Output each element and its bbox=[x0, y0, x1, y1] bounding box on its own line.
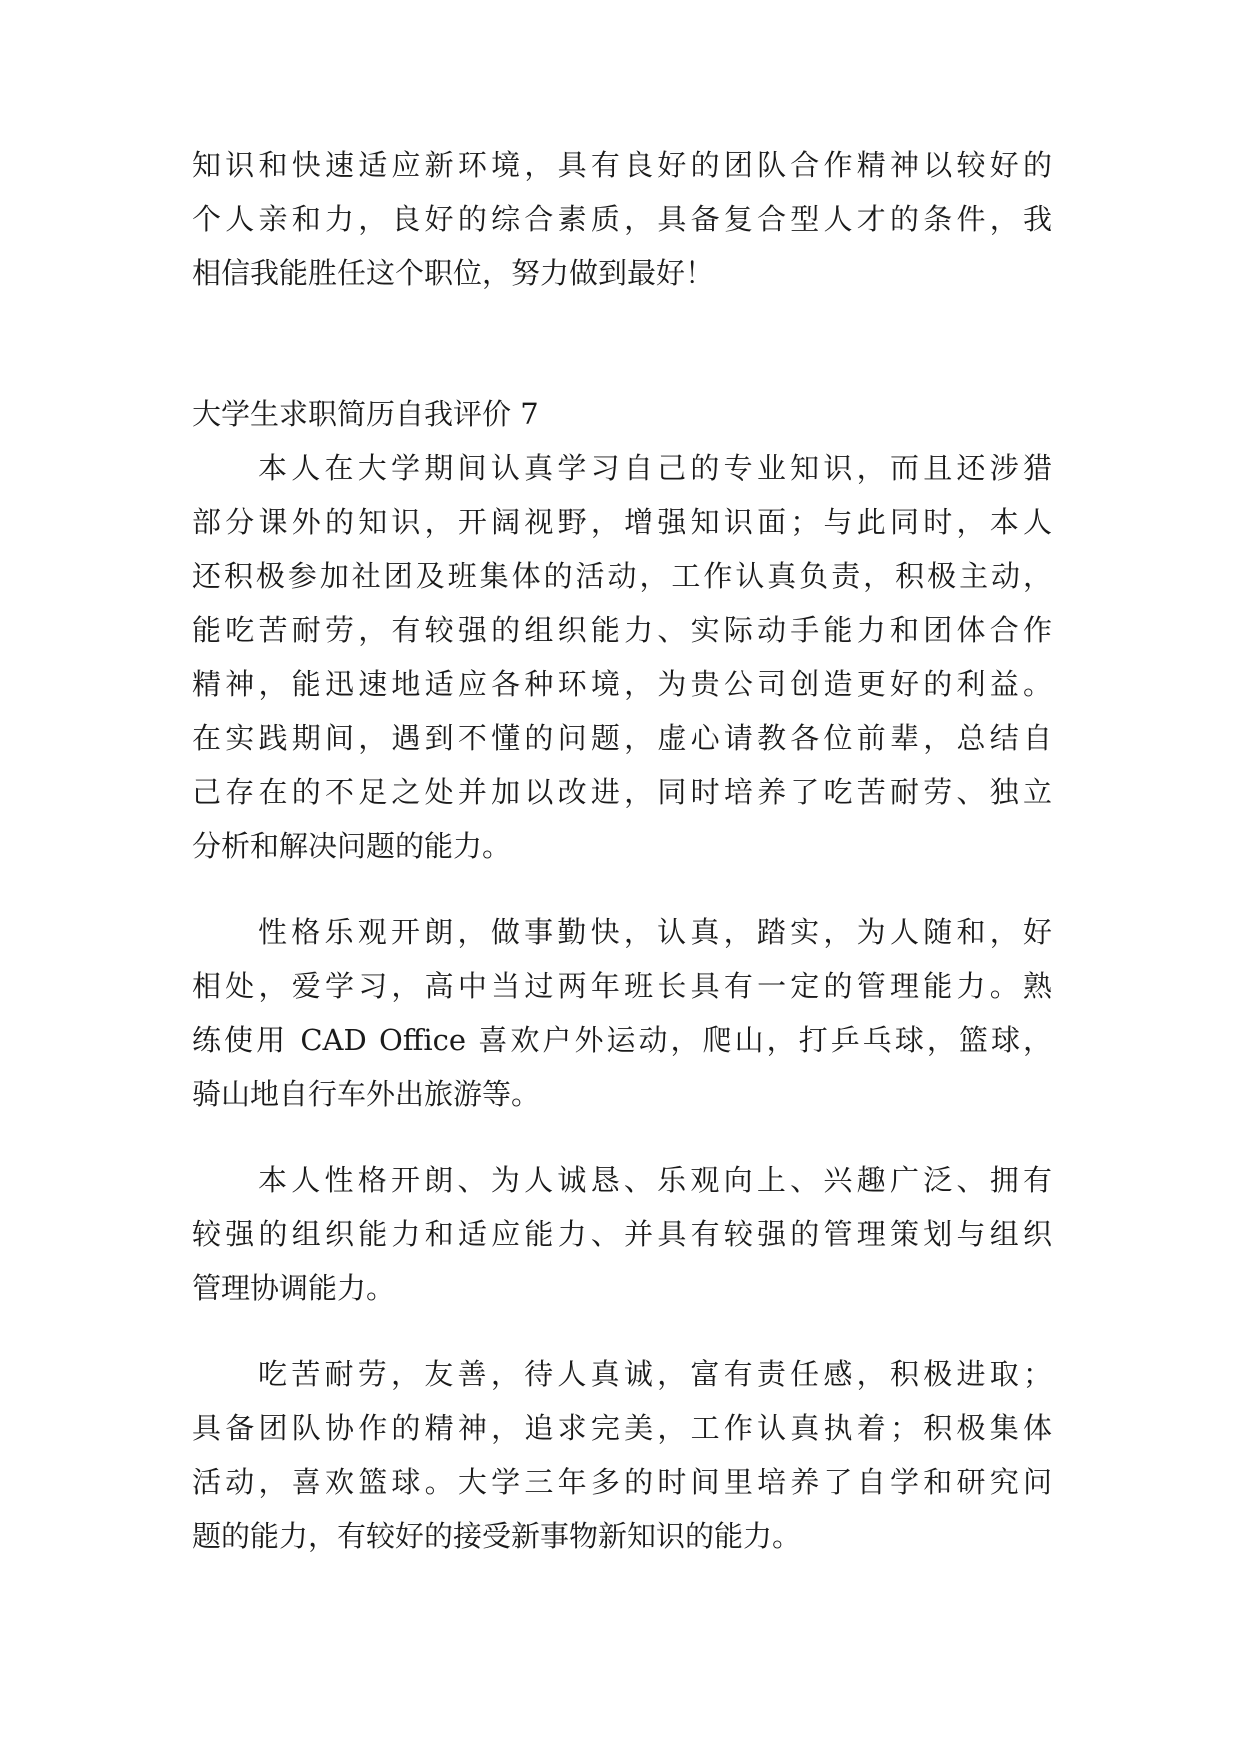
p4-line-3: 活动，喜欢篮球。大学三年多的时间里培养了自学和研究问 bbox=[192, 1465, 1052, 1499]
p1-line-4: 能吃苦耐劳，有较强的组织能力、实际动手能力和团体合作 bbox=[192, 613, 1052, 647]
p3-line-2: 较强的组织能力和适应能力、并具有较强的管理策划与组织 bbox=[192, 1217, 1052, 1251]
p1-line-7: 己存在的不足之处并加以改进，同时培养了吃苦耐劳、独立 bbox=[192, 775, 1052, 809]
section-heading: 大学生求职简历自我评价 7 bbox=[192, 397, 539, 431]
p4-line-2: 具备团队协作的精神，追求完美，工作认真执着；积极集体 bbox=[192, 1411, 1052, 1445]
p1-line-1: 本人在大学期间认真学习自己的专业知识，而且还涉猎 bbox=[258, 451, 1052, 485]
p4-line-1: 吃苦耐劳，友善，待人真诚，富有责任感，积极进取； bbox=[258, 1357, 1052, 1391]
p4-line-4: 题的能力，有较好的接受新事物新知识的能力。 bbox=[192, 1519, 802, 1553]
p1-line-3: 还积极参加社团及班集体的活动，工作认真负责，积极主动， bbox=[192, 559, 1052, 593]
p2-line-1: 性格乐观开朗，做事勤快，认真，踏实，为人随和，好 bbox=[258, 915, 1052, 949]
p2-line-4: 骑山地自行车外出旅游等。 bbox=[192, 1077, 541, 1111]
p1-line-8: 分析和解决问题的能力。 bbox=[192, 829, 512, 863]
p1-line-2: 部分课外的知识，开阔视野，增强知识面；与此同时，本人 bbox=[192, 505, 1052, 539]
intro-line-2: 个人亲和力，良好的综合素质，具备复合型人才的条件，我 bbox=[192, 202, 1052, 236]
intro-line-1: 知识和快速适应新环境，具有良好的团队合作精神以较好的 bbox=[192, 148, 1052, 182]
p1-line-5: 精神，能迅速地适应各种环境，为贵公司创造更好的利益。 bbox=[192, 667, 1052, 701]
p1-line-6: 在实践期间，遇到不懂的问题，虚心请教各位前辈，总结自 bbox=[192, 721, 1052, 755]
p2-line-2: 相处，爱学习，高中当过两年班长具有一定的管理能力。熟 bbox=[192, 969, 1052, 1003]
p2-line-3: 练使用 CAD Office 喜欢户外运动，爬山，打乒乓球，篮球， bbox=[192, 1023, 1052, 1057]
p3-line-3: 管理协调能力。 bbox=[192, 1271, 396, 1305]
intro-line-3: 相信我能胜任这个职位，努力做到最好！ bbox=[192, 256, 715, 290]
p3-line-1: 本人性格开朗、为人诚恳、乐观向上、兴趣广泛、拥有 bbox=[258, 1163, 1052, 1197]
